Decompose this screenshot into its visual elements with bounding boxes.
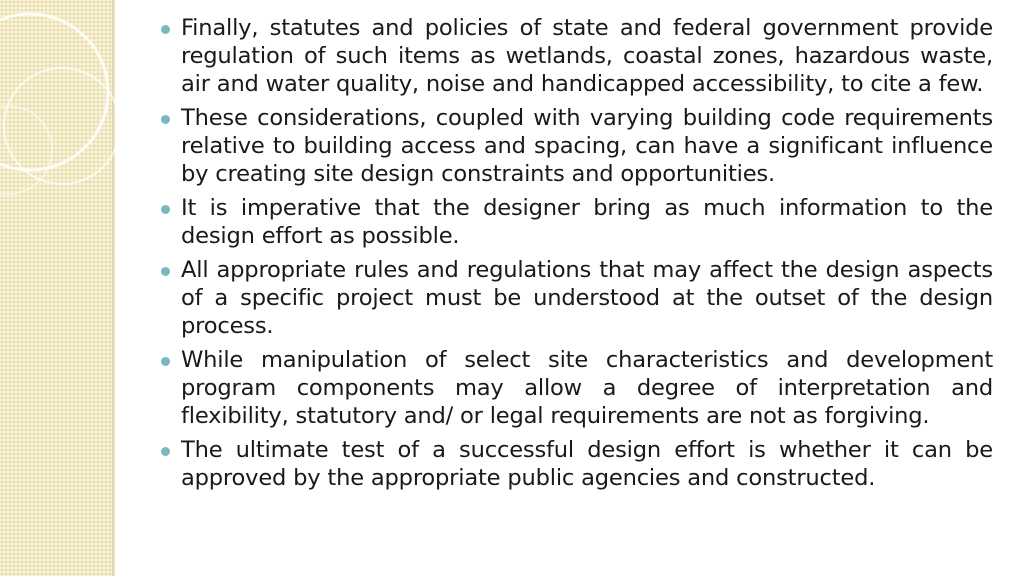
bullet-text: All appropriate rules and regulations that may affect the design aspects of a specific project must be understood at the outset of the design process. [181,257,993,339]
bullet-dot-icon [161,25,170,34]
bullet-dot-icon [161,205,170,214]
bullet-text: Finally, statutes and policies of state and federal government provide regulation of such items as wetlands, coastal zones, hazardous waste, air and water quality, noise and handicapped accessibility, to cite a few. [181,15,993,97]
bullet-text: These considerations, coupled with varying building code requirements relative to building access and spacing, can have a significant influence by creating site design constraints and opportunities. [181,105,993,187]
bullet-dot-icon [161,357,170,366]
bullet-text: The ultimate test of a successful design effort is whether it can be approved by the appropriate public agencies and constructed. [181,437,993,491]
bullet-dot-icon [161,115,170,124]
bullet-item [150,194,993,250]
bullet-list [150,14,993,492]
bullet-item [150,346,993,430]
bullet-item [150,14,993,98]
bullet-text: While manipulation of select site characteristics and development program components may allow a degree of interpretation and flexibility, statutory and/ or legal requirements are not as forgiving. [181,347,993,429]
bullet-item [150,436,993,492]
bullet-dot-icon [161,447,170,456]
bullet-text: It is imperative that the designer bring as much information to the design effort as possible. [181,195,993,249]
slide-content [150,14,993,498]
bullet-item [150,256,993,340]
bullet-item [150,104,993,188]
bullet-dot-icon [161,267,170,276]
